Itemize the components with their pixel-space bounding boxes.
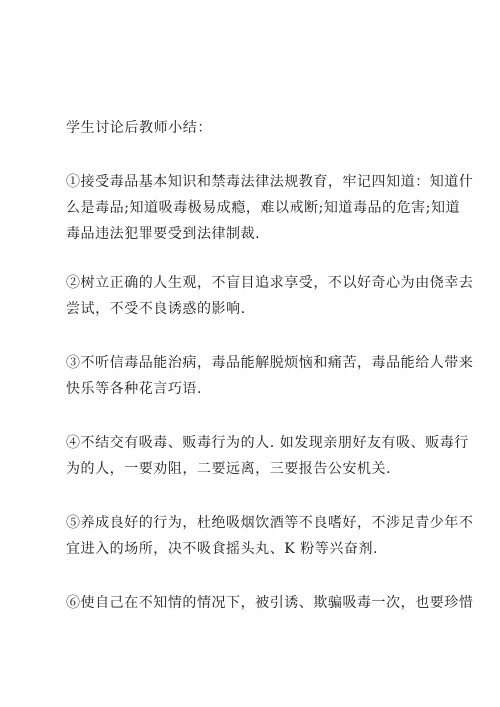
paragraph-line: 么是毒品;知道吸毒极易成瘾，难以戒断;知道毒品的危害;知道 [66,200,461,216]
paragraph-line: ④不结交有吸毒、贩毒行为的人. 如发现亲朋好友有吸、贩毒行 [66,435,469,451]
paragraph-line: ⑤养成良好的行为，杜绝吸烟饮酒等不良嗜好，不涉足青少年不 [66,515,474,531]
paragraph-1 [66,169,474,247]
paragraph-line: 宜进入的场所，决不吸食摇头丸、K 粉等兴奋剂. [66,541,379,557]
paragraph-3 [66,350,474,402]
paragraph-line: 为的人，一要劝阻，二要远离，三要报告公安机关. [66,461,392,477]
paragraph-line: 尝试，不受不良诱惑的影响. [66,301,246,317]
paragraph-line: ⑥使自己在不知情的情况下，被引诱、欺骗吸毒一次，也要珍惜 [66,595,474,611]
paragraph-line: 毒品违法犯罪要受到法律制裁. [66,226,261,242]
paragraph-5 [66,510,474,562]
intro-text: 学生讨论后教师小结： [66,120,212,136]
paragraph-line: ②树立正确的人生观，不盲目追求享受，不以好奇心为由侥幸去 [66,275,474,291]
paragraph-6 [66,590,474,616]
paragraph-line: ③不听信毒品能治病，毒品能解脱烦恼和痛苦，毒品能给人带来 [66,355,474,371]
paragraph-2 [66,270,474,322]
paragraph-line: 快乐等各种花言巧语. [66,381,202,397]
paragraph-4 [66,430,469,482]
paragraph-line: ①接受毒品基本知识和禁毒法律法规教育，牢记四知道：知道什 [66,174,474,190]
